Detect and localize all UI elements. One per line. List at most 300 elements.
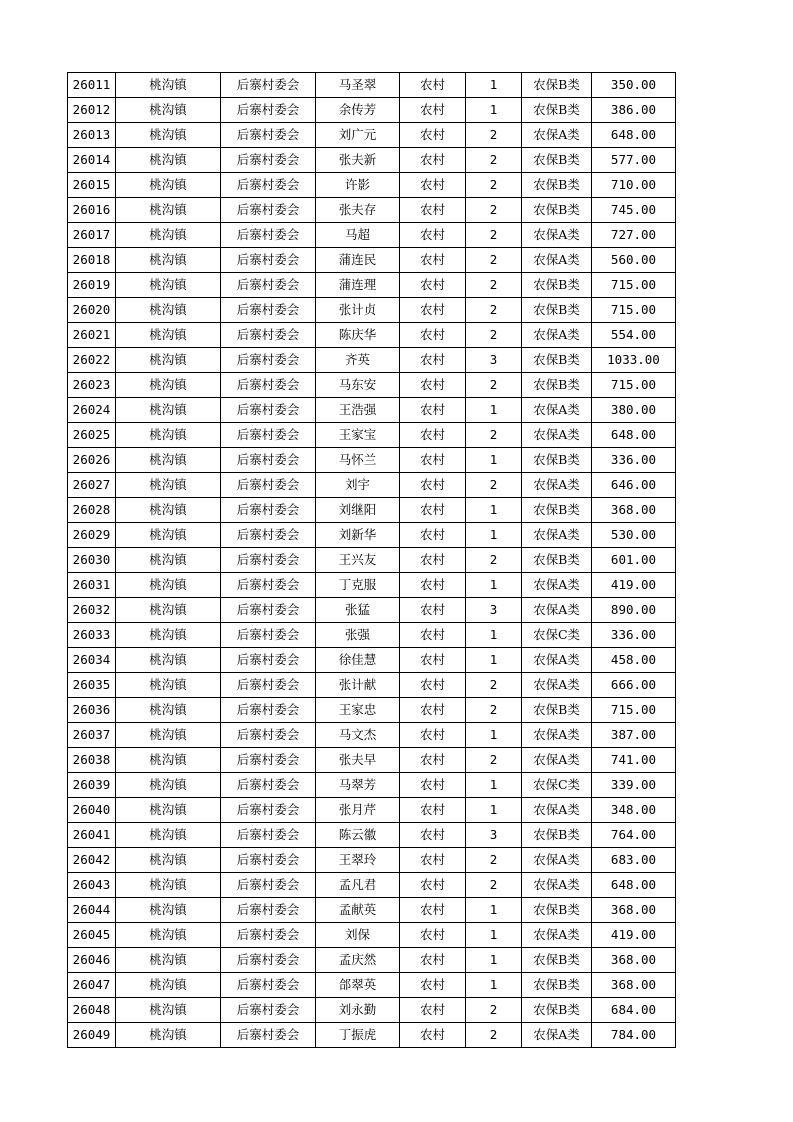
insurance-category-cell: 农保B类 [522, 148, 592, 173]
village-committee-cell: 后寨村委会 [221, 273, 316, 298]
household-type-cell: 农村 [400, 523, 466, 548]
household-type-cell: 农村 [400, 973, 466, 998]
member-count-cell: 3 [466, 598, 522, 623]
village-committee-cell: 后寨村委会 [221, 298, 316, 323]
town-cell: 桃沟镇 [116, 298, 221, 323]
record-id-cell: 26023 [68, 373, 116, 398]
table-row [68, 498, 676, 523]
amount-cell: 554.00 [592, 323, 676, 348]
record-id-cell: 26047 [68, 973, 116, 998]
household-type-cell: 农村 [400, 1023, 466, 1048]
table-row [68, 73, 676, 98]
town-cell: 桃沟镇 [116, 548, 221, 573]
household-type-cell: 农村 [400, 323, 466, 348]
insurance-category-cell: 农保B类 [522, 548, 592, 573]
name-cell: 余传芳 [316, 98, 400, 123]
town-cell: 桃沟镇 [116, 1023, 221, 1048]
insurance-category-cell: 农保C类 [522, 773, 592, 798]
amount-cell: 419.00 [592, 923, 676, 948]
table-row [68, 548, 676, 573]
village-committee-cell: 后寨村委会 [221, 748, 316, 773]
village-committee-cell: 后寨村委会 [221, 773, 316, 798]
insurance-category-cell: 农保A类 [522, 473, 592, 498]
village-committee-cell: 后寨村委会 [221, 1023, 316, 1048]
amount-cell: 684.00 [592, 998, 676, 1023]
insurance-category-cell: 农保A类 [522, 798, 592, 823]
village-committee-cell: 后寨村委会 [221, 648, 316, 673]
table-row [68, 473, 676, 498]
member-count-cell: 2 [466, 223, 522, 248]
member-count-cell: 3 [466, 823, 522, 848]
amount-cell: 648.00 [592, 423, 676, 448]
household-type-cell: 农村 [400, 423, 466, 448]
amount-cell: 368.00 [592, 973, 676, 998]
village-committee-cell: 后寨村委会 [221, 973, 316, 998]
table-row [68, 798, 676, 823]
member-count-cell: 1 [466, 498, 522, 523]
amount-cell: 419.00 [592, 573, 676, 598]
member-count-cell: 2 [466, 473, 522, 498]
member-count-cell: 1 [466, 398, 522, 423]
name-cell: 王家宝 [316, 423, 400, 448]
record-id-cell: 26028 [68, 498, 116, 523]
member-count-cell: 2 [466, 273, 522, 298]
record-id-cell: 26017 [68, 223, 116, 248]
table-row [68, 348, 676, 373]
town-cell: 桃沟镇 [116, 148, 221, 173]
table-row [68, 698, 676, 723]
record-id-cell: 26038 [68, 748, 116, 773]
insurance-category-cell: 农保A类 [522, 423, 592, 448]
insurance-category-cell: 农保B类 [522, 823, 592, 848]
town-cell: 桃沟镇 [116, 848, 221, 873]
name-cell: 张计献 [316, 673, 400, 698]
household-type-cell: 农村 [400, 798, 466, 823]
table-row [68, 723, 676, 748]
record-id-cell: 26048 [68, 998, 116, 1023]
table-row [68, 173, 676, 198]
village-committee-cell: 后寨村委会 [221, 898, 316, 923]
town-cell: 桃沟镇 [116, 923, 221, 948]
village-committee-cell: 后寨村委会 [221, 73, 316, 98]
town-cell: 桃沟镇 [116, 573, 221, 598]
village-committee-cell: 后寨村委会 [221, 523, 316, 548]
table-row [68, 223, 676, 248]
town-cell: 桃沟镇 [116, 273, 221, 298]
amount-cell: 648.00 [592, 873, 676, 898]
insurance-category-cell: 农保A类 [522, 598, 592, 623]
household-type-cell: 农村 [400, 998, 466, 1023]
record-id-cell: 26015 [68, 173, 116, 198]
name-cell: 刘永勤 [316, 998, 400, 1023]
record-id-cell: 26029 [68, 523, 116, 548]
name-cell: 马文杰 [316, 723, 400, 748]
insurance-category-cell: 农保A类 [522, 848, 592, 873]
household-type-cell: 农村 [400, 148, 466, 173]
amount-cell: 764.00 [592, 823, 676, 848]
town-cell: 桃沟镇 [116, 798, 221, 823]
village-committee-cell: 后寨村委会 [221, 848, 316, 873]
town-cell: 桃沟镇 [116, 373, 221, 398]
name-cell: 王浩强 [316, 398, 400, 423]
name-cell: 张强 [316, 623, 400, 648]
name-cell: 陈云徽 [316, 823, 400, 848]
insurance-category-cell: 农保B类 [522, 348, 592, 373]
table-row [68, 123, 676, 148]
village-committee-cell: 后寨村委会 [221, 623, 316, 648]
name-cell: 刘继阳 [316, 498, 400, 523]
insurance-category-cell: 农保C类 [522, 623, 592, 648]
record-id-cell: 26049 [68, 1023, 116, 1048]
name-cell: 马翠芳 [316, 773, 400, 798]
name-cell: 齐英 [316, 348, 400, 373]
table-row [68, 398, 676, 423]
member-count-cell: 2 [466, 173, 522, 198]
record-id-cell: 26022 [68, 348, 116, 373]
roster-table [67, 72, 676, 1048]
town-cell: 桃沟镇 [116, 948, 221, 973]
amount-cell: 350.00 [592, 73, 676, 98]
insurance-category-cell: 农保B类 [522, 373, 592, 398]
household-type-cell: 农村 [400, 948, 466, 973]
name-cell: 蒲连民 [316, 248, 400, 273]
village-committee-cell: 后寨村委会 [221, 998, 316, 1023]
household-type-cell: 农村 [400, 598, 466, 623]
name-cell: 丁振虎 [316, 1023, 400, 1048]
record-id-cell: 26043 [68, 873, 116, 898]
amount-cell: 784.00 [592, 1023, 676, 1048]
town-cell: 桃沟镇 [116, 973, 221, 998]
town-cell: 桃沟镇 [116, 73, 221, 98]
table-row [68, 998, 676, 1023]
amount-cell: 577.00 [592, 148, 676, 173]
household-type-cell: 农村 [400, 848, 466, 873]
insurance-category-cell: 农保A类 [522, 723, 592, 748]
table-row [68, 598, 676, 623]
record-id-cell: 26037 [68, 723, 116, 748]
town-cell: 桃沟镇 [116, 348, 221, 373]
household-type-cell: 农村 [400, 573, 466, 598]
record-id-cell: 26026 [68, 448, 116, 473]
village-committee-cell: 后寨村委会 [221, 348, 316, 373]
table-row [68, 773, 676, 798]
member-count-cell: 1 [466, 98, 522, 123]
record-id-cell: 26041 [68, 823, 116, 848]
table-row [68, 648, 676, 673]
household-type-cell: 农村 [400, 898, 466, 923]
household-type-cell: 农村 [400, 223, 466, 248]
insurance-category-cell: 农保B类 [522, 448, 592, 473]
village-committee-cell: 后寨村委会 [221, 473, 316, 498]
record-id-cell: 26030 [68, 548, 116, 573]
household-type-cell: 农村 [400, 298, 466, 323]
village-committee-cell: 后寨村委会 [221, 673, 316, 698]
village-committee-cell: 后寨村委会 [221, 548, 316, 573]
amount-cell: 715.00 [592, 373, 676, 398]
insurance-category-cell: 农保A类 [522, 673, 592, 698]
household-type-cell: 农村 [400, 923, 466, 948]
table-row [68, 748, 676, 773]
household-type-cell: 农村 [400, 198, 466, 223]
town-cell: 桃沟镇 [116, 248, 221, 273]
insurance-category-cell: 农保A类 [522, 923, 592, 948]
insurance-category-cell: 农保A类 [522, 873, 592, 898]
record-id-cell: 26034 [68, 648, 116, 673]
table-row [68, 873, 676, 898]
insurance-category-cell: 农保A类 [522, 748, 592, 773]
amount-cell: 336.00 [592, 623, 676, 648]
member-count-cell: 2 [466, 423, 522, 448]
name-cell: 孟庆然 [316, 948, 400, 973]
insurance-category-cell: 农保B类 [522, 198, 592, 223]
household-type-cell: 农村 [400, 623, 466, 648]
table-row [68, 948, 676, 973]
name-cell: 张夫新 [316, 148, 400, 173]
amount-cell: 727.00 [592, 223, 676, 248]
table-row [68, 823, 676, 848]
member-count-cell: 1 [466, 923, 522, 948]
name-cell: 孟献英 [316, 898, 400, 923]
town-cell: 桃沟镇 [116, 623, 221, 648]
member-count-cell: 1 [466, 948, 522, 973]
town-cell: 桃沟镇 [116, 323, 221, 348]
member-count-cell: 2 [466, 148, 522, 173]
member-count-cell: 1 [466, 623, 522, 648]
household-type-cell: 农村 [400, 748, 466, 773]
insurance-category-cell: 农保A类 [522, 223, 592, 248]
record-id-cell: 26042 [68, 848, 116, 873]
name-cell: 张月芹 [316, 798, 400, 823]
amount-cell: 601.00 [592, 548, 676, 573]
record-id-cell: 26016 [68, 198, 116, 223]
amount-cell: 348.00 [592, 798, 676, 823]
amount-cell: 458.00 [592, 648, 676, 673]
town-cell: 桃沟镇 [116, 873, 221, 898]
name-cell: 马圣翠 [316, 73, 400, 98]
insurance-category-cell: 农保A类 [522, 573, 592, 598]
town-cell: 桃沟镇 [116, 898, 221, 923]
amount-cell: 666.00 [592, 673, 676, 698]
household-type-cell: 农村 [400, 548, 466, 573]
insurance-category-cell: 农保A类 [522, 123, 592, 148]
name-cell: 陈庆华 [316, 323, 400, 348]
village-committee-cell: 后寨村委会 [221, 698, 316, 723]
town-cell: 桃沟镇 [116, 498, 221, 523]
name-cell: 刘宇 [316, 473, 400, 498]
insurance-category-cell: 农保B类 [522, 948, 592, 973]
member-count-cell: 2 [466, 123, 522, 148]
amount-cell: 368.00 [592, 898, 676, 923]
amount-cell: 710.00 [592, 173, 676, 198]
household-type-cell: 农村 [400, 673, 466, 698]
amount-cell: 368.00 [592, 498, 676, 523]
record-id-cell: 26024 [68, 398, 116, 423]
name-cell: 马超 [316, 223, 400, 248]
member-count-cell: 1 [466, 798, 522, 823]
town-cell: 桃沟镇 [116, 998, 221, 1023]
member-count-cell: 1 [466, 773, 522, 798]
table-row [68, 1023, 676, 1048]
insurance-category-cell: 农保A类 [522, 323, 592, 348]
table-row [68, 148, 676, 173]
town-cell: 桃沟镇 [116, 673, 221, 698]
insurance-category-cell: 农保A类 [522, 398, 592, 423]
table-row [68, 573, 676, 598]
member-count-cell: 1 [466, 573, 522, 598]
record-id-cell: 26021 [68, 323, 116, 348]
table-row [68, 923, 676, 948]
record-id-cell: 26031 [68, 573, 116, 598]
household-type-cell: 农村 [400, 698, 466, 723]
town-cell: 桃沟镇 [116, 423, 221, 448]
table-row [68, 248, 676, 273]
insurance-category-cell: 农保B类 [522, 273, 592, 298]
village-committee-cell: 后寨村委会 [221, 198, 316, 223]
name-cell: 徐佳慧 [316, 648, 400, 673]
amount-cell: 1033.00 [592, 348, 676, 373]
town-cell: 桃沟镇 [116, 773, 221, 798]
village-committee-cell: 后寨村委会 [221, 323, 316, 348]
member-count-cell: 1 [466, 448, 522, 473]
name-cell: 孟凡君 [316, 873, 400, 898]
town-cell: 桃沟镇 [116, 198, 221, 223]
village-committee-cell: 后寨村委会 [221, 248, 316, 273]
village-committee-cell: 后寨村委会 [221, 223, 316, 248]
name-cell: 马东安 [316, 373, 400, 398]
town-cell: 桃沟镇 [116, 398, 221, 423]
village-committee-cell: 后寨村委会 [221, 823, 316, 848]
member-count-cell: 1 [466, 973, 522, 998]
name-cell: 马怀兰 [316, 448, 400, 473]
amount-cell: 715.00 [592, 298, 676, 323]
record-id-cell: 26044 [68, 898, 116, 923]
member-count-cell: 2 [466, 298, 522, 323]
name-cell: 许影 [316, 173, 400, 198]
insurance-category-cell: 农保B类 [522, 698, 592, 723]
village-committee-cell: 后寨村委会 [221, 573, 316, 598]
amount-cell: 745.00 [592, 198, 676, 223]
record-id-cell: 26045 [68, 923, 116, 948]
village-committee-cell: 后寨村委会 [221, 148, 316, 173]
amount-cell: 646.00 [592, 473, 676, 498]
table-row [68, 323, 676, 348]
record-id-cell: 26013 [68, 123, 116, 148]
amount-cell: 339.00 [592, 773, 676, 798]
amount-cell: 387.00 [592, 723, 676, 748]
member-count-cell: 2 [466, 373, 522, 398]
village-committee-cell: 后寨村委会 [221, 798, 316, 823]
name-cell: 张夫早 [316, 748, 400, 773]
village-committee-cell: 后寨村委会 [221, 448, 316, 473]
household-type-cell: 农村 [400, 348, 466, 373]
name-cell: 郃翠英 [316, 973, 400, 998]
village-committee-cell: 后寨村委会 [221, 423, 316, 448]
member-count-cell: 2 [466, 998, 522, 1023]
household-type-cell: 农村 [400, 273, 466, 298]
table-row [68, 448, 676, 473]
town-cell: 桃沟镇 [116, 698, 221, 723]
amount-cell: 368.00 [592, 948, 676, 973]
name-cell: 刘新华 [316, 523, 400, 548]
village-committee-cell: 后寨村委会 [221, 598, 316, 623]
amount-cell: 648.00 [592, 123, 676, 148]
household-type-cell: 农村 [400, 648, 466, 673]
name-cell: 丁克服 [316, 573, 400, 598]
table-row [68, 273, 676, 298]
table-row [68, 98, 676, 123]
town-cell: 桃沟镇 [116, 98, 221, 123]
town-cell: 桃沟镇 [116, 523, 221, 548]
amount-cell: 530.00 [592, 523, 676, 548]
insurance-category-cell: 农保B类 [522, 898, 592, 923]
record-id-cell: 26046 [68, 948, 116, 973]
amount-cell: 386.00 [592, 98, 676, 123]
town-cell: 桃沟镇 [116, 223, 221, 248]
table-row [68, 198, 676, 223]
amount-cell: 715.00 [592, 273, 676, 298]
village-committee-cell: 后寨村委会 [221, 873, 316, 898]
town-cell: 桃沟镇 [116, 723, 221, 748]
town-cell: 桃沟镇 [116, 123, 221, 148]
household-type-cell: 农村 [400, 248, 466, 273]
village-committee-cell: 后寨村委会 [221, 123, 316, 148]
household-type-cell: 农村 [400, 498, 466, 523]
household-type-cell: 农村 [400, 823, 466, 848]
name-cell: 王翠玲 [316, 848, 400, 873]
record-id-cell: 26036 [68, 698, 116, 723]
town-cell: 桃沟镇 [116, 823, 221, 848]
town-cell: 桃沟镇 [116, 173, 221, 198]
name-cell: 张猛 [316, 598, 400, 623]
record-id-cell: 26019 [68, 273, 116, 298]
member-count-cell: 1 [466, 898, 522, 923]
household-type-cell: 农村 [400, 373, 466, 398]
household-type-cell: 农村 [400, 873, 466, 898]
town-cell: 桃沟镇 [116, 473, 221, 498]
household-type-cell: 农村 [400, 173, 466, 198]
name-cell: 蒲连理 [316, 273, 400, 298]
member-count-cell: 2 [466, 873, 522, 898]
insurance-category-cell: 农保B类 [522, 973, 592, 998]
household-type-cell: 农村 [400, 398, 466, 423]
record-id-cell: 26040 [68, 798, 116, 823]
record-id-cell: 26011 [68, 73, 116, 98]
household-type-cell: 农村 [400, 73, 466, 98]
roster-body [68, 73, 676, 1048]
amount-cell: 741.00 [592, 748, 676, 773]
table-row [68, 298, 676, 323]
name-cell: 王家忠 [316, 698, 400, 723]
village-committee-cell: 后寨村委会 [221, 948, 316, 973]
insurance-category-cell: 农保B类 [522, 498, 592, 523]
household-type-cell: 农村 [400, 473, 466, 498]
member-count-cell: 2 [466, 248, 522, 273]
insurance-category-cell: 农保B类 [522, 173, 592, 198]
member-count-cell: 1 [466, 523, 522, 548]
record-id-cell: 26027 [68, 473, 116, 498]
member-count-cell: 1 [466, 723, 522, 748]
household-type-cell: 农村 [400, 773, 466, 798]
village-committee-cell: 后寨村委会 [221, 373, 316, 398]
village-committee-cell: 后寨村委会 [221, 98, 316, 123]
insurance-category-cell: 农保A类 [522, 1023, 592, 1048]
member-count-cell: 2 [466, 1023, 522, 1048]
table-row [68, 673, 676, 698]
record-id-cell: 26014 [68, 148, 116, 173]
record-id-cell: 26012 [68, 98, 116, 123]
village-committee-cell: 后寨村委会 [221, 723, 316, 748]
table-row [68, 623, 676, 648]
